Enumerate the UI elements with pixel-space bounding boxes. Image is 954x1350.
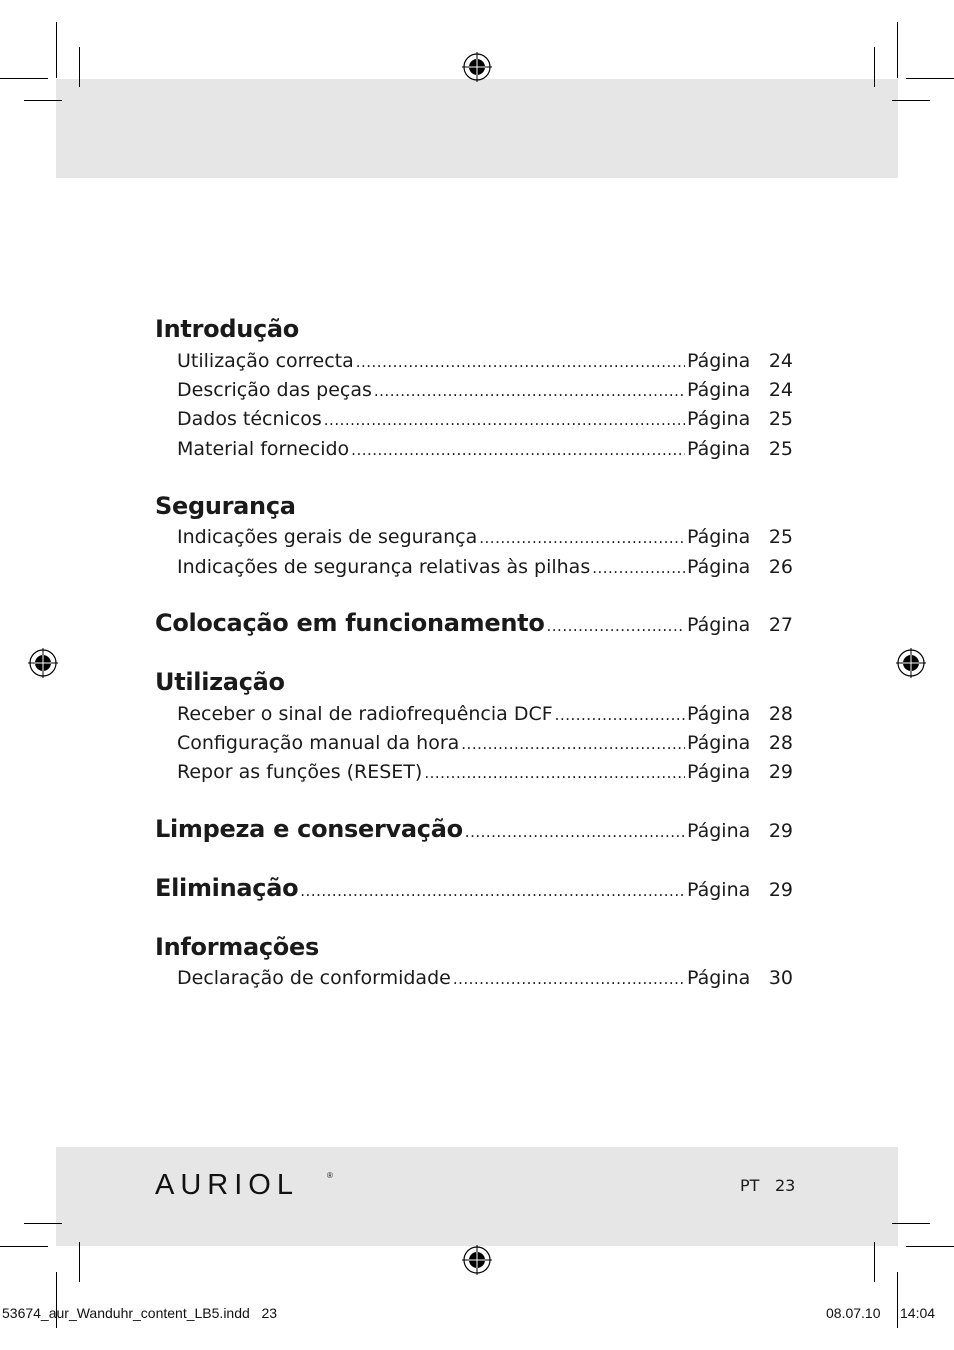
page-number: 25 <box>768 526 793 548</box>
section-title: Segurança <box>155 492 296 520</box>
toc-entry-label: Indicações gerais de segurança <box>177 526 478 548</box>
brand-wordmark: AURIOL <box>155 1169 299 1198</box>
toc-heading-entry[interactable] <box>155 873 793 903</box>
crop-mark <box>24 100 62 101</box>
dot-leader <box>351 438 685 462</box>
crop-mark <box>892 100 930 101</box>
section-title: Eliminação <box>155 874 299 902</box>
toc-entry-label: Indicações de segurança relativas às pilhas <box>177 556 591 578</box>
toc-entry[interactable] <box>177 407 793 431</box>
toc-entry-label: Material fornecido <box>177 438 350 460</box>
slug-time: 14:04 <box>900 1305 936 1321</box>
section-title: Informações <box>155 933 319 961</box>
auriol-logo <box>155 1168 335 1198</box>
crop-mark <box>874 1242 875 1282</box>
dot-leader <box>555 703 685 727</box>
page-number: 26 <box>768 556 793 578</box>
slug-date: 08.07.10 <box>826 1305 881 1321</box>
page-number-footer: 23 <box>775 1176 796 1195</box>
crop-mark <box>79 1242 80 1282</box>
crop-mark <box>874 47 875 87</box>
toc-entry-label: Declaração de conformidade <box>177 967 451 989</box>
page-word: Página <box>687 703 751 725</box>
language-code: PT <box>740 1176 760 1195</box>
crop-mark <box>906 78 954 79</box>
toc-entry[interactable] <box>177 525 793 549</box>
dot-leader <box>356 350 685 374</box>
page-word: Página <box>687 820 751 842</box>
toc-entry-label: Utilização correcta <box>177 350 354 372</box>
dot-leader <box>300 882 685 900</box>
toc-entry[interactable] <box>177 555 793 579</box>
dot-leader <box>592 556 685 580</box>
crop-mark <box>24 1223 62 1224</box>
toc-entry-label: Dados técnicos <box>177 408 322 430</box>
page-word: Página <box>687 556 751 578</box>
crop-mark <box>0 78 48 79</box>
page-number: 24 <box>768 379 793 401</box>
page-number: 27 <box>768 614 793 636</box>
page-word: Página <box>687 379 751 401</box>
page-word: Página <box>687 526 751 548</box>
crop-mark <box>892 1223 930 1224</box>
toc-entry[interactable] <box>177 731 793 755</box>
dot-leader <box>453 967 685 991</box>
toc-entry[interactable] <box>177 966 793 990</box>
crop-mark <box>56 22 57 78</box>
page-number: 29 <box>768 820 793 842</box>
page-number: 28 <box>768 703 793 725</box>
dot-leader <box>547 617 685 635</box>
page-word: Página <box>687 732 751 754</box>
dot-leader <box>374 379 685 403</box>
section-title: Limpeza e conservação <box>155 815 463 843</box>
crop-mark <box>0 1246 48 1247</box>
header-band <box>56 79 898 178</box>
section-title: Introdução <box>155 315 299 343</box>
dot-leader <box>479 526 685 550</box>
registration-mark-icon <box>28 648 58 678</box>
page-number: 29 <box>768 879 793 901</box>
toc-entry[interactable] <box>177 702 793 726</box>
slug-filename: 53674_aur_Wanduhr_content_LB5.indd 23 <box>2 1305 278 1321</box>
toc-entry-label: Configuração manual da hora <box>177 732 460 754</box>
toc-entry-label: Receber o sinal de radiofrequência DCF <box>177 703 553 725</box>
dot-leader <box>465 823 685 841</box>
toc-entry-label: Descrição das peças <box>177 379 372 401</box>
toc-entry[interactable] <box>177 437 793 461</box>
page-word: Página <box>687 350 751 372</box>
toc-heading-entry[interactable] <box>155 608 793 638</box>
crop-mark <box>79 47 80 87</box>
registered-mark: ® <box>327 1171 333 1180</box>
crop-mark <box>906 1246 954 1247</box>
crop-mark <box>897 1272 898 1328</box>
crop-mark <box>897 22 898 78</box>
toc-entry-label: Repor as funções (RESET) <box>177 761 423 783</box>
page-number: 24 <box>768 350 793 372</box>
page-number: 29 <box>768 761 793 783</box>
toc-entry[interactable] <box>177 349 793 373</box>
registration-mark-icon <box>462 1245 492 1275</box>
section-title: Utilização <box>155 668 285 696</box>
registration-mark-icon <box>462 52 492 82</box>
page-word: Página <box>687 761 751 783</box>
toc-entry[interactable] <box>177 760 793 784</box>
dot-leader <box>461 732 685 756</box>
page-number: 25 <box>768 408 793 430</box>
page-word: Página <box>687 967 751 989</box>
section-title: Colocação em funcionamento <box>155 609 545 637</box>
page-number: 30 <box>768 967 793 989</box>
toc-entry[interactable] <box>177 378 793 402</box>
page-word: Página <box>687 438 751 460</box>
page-word: Página <box>687 614 751 636</box>
page-word: Página <box>687 408 751 430</box>
page-word: Página <box>687 879 751 901</box>
registration-mark-icon <box>896 648 926 678</box>
dot-leader <box>324 408 685 432</box>
page-number: 25 <box>768 438 793 460</box>
page-number: 28 <box>768 732 793 754</box>
toc-heading-entry[interactable] <box>155 814 793 844</box>
dot-leader <box>424 761 685 785</box>
